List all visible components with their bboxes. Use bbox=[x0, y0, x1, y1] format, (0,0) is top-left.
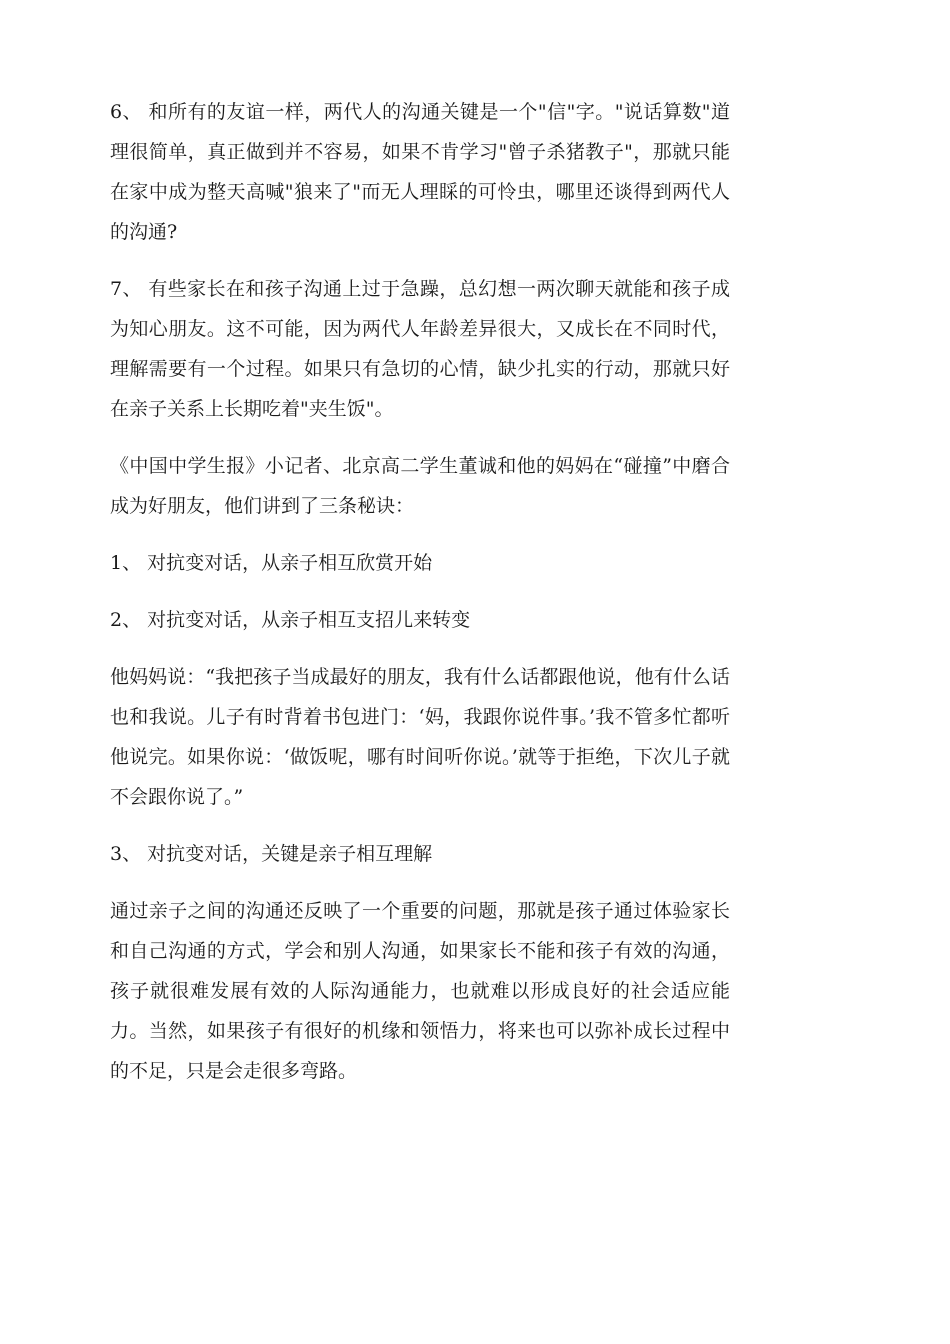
paragraph-mother-quote: 他妈妈说：“我把孩子当成最好的朋友，我有什么话都跟他说，他有什么话也和我说。儿子有时背着书包进门：‘妈，我跟你说件事。’我不管多忙都听他说完。如果你说：‘做饭呢，哪有时间听你说。’就等于拒绝，下次儿子就不会跟你说了。” bbox=[110, 666, 730, 808]
paragraph-conclusion: 通过亲子之间的沟通还反映了一个重要的问题，那就是孩子通过体验家长和自己沟通的方式，学会和别人沟通，如果家长不能和孩子有效的沟通，孩子就很难发展有效的人际沟通能力，也就难以形成良好的社会适应能力。当然，如果孩子有很好的机缘和领悟力，将来也可以弥补成长过程中的不足，只是会走很多弯路。 bbox=[110, 900, 730, 1082]
paragraph-intro-secrets: 《中国中学生报》小记者、北京高二学生董诚和他的妈妈在“碰撞”中磨合成为好朋友，他们讲到了三条秘诀： bbox=[110, 455, 730, 517]
list-item-secret-3: 3、 对抗变对话，关键是亲子相互理解 bbox=[110, 843, 433, 865]
document-page bbox=[110, 92, 730, 1091]
paragraph-item-6: 6、 和所有的友谊一样，两代人的沟通关键是一个"信"字。"说话算数"道理很简单，真正做到并不容易，如果不肯学习"曾子杀猪教子"，那就只能在家中成为整天高喊"狼来了"而无人理睬的可怜虫，哪里还谈得到两代人的沟通? bbox=[110, 101, 730, 243]
paragraph-item-7: 7、 有些家长在和孩子沟通上过于急躁，总幻想一两次聊天就能和孩子成为知心朋友。这不可能，因为两代人年龄差异很大，又成长在不同时代，理解需要有一个过程。如果只有急切的心情，缺少扎实的行动，那就只好在亲子关系上长期吃着"夹生饭"。 bbox=[110, 278, 730, 420]
list-item-secret-1: 1、 对抗变对话，从亲子相互欣赏开始 bbox=[110, 552, 433, 574]
list-item-secret-2: 2、 对抗变对话，从亲子相互支招儿来转变 bbox=[110, 609, 471, 631]
